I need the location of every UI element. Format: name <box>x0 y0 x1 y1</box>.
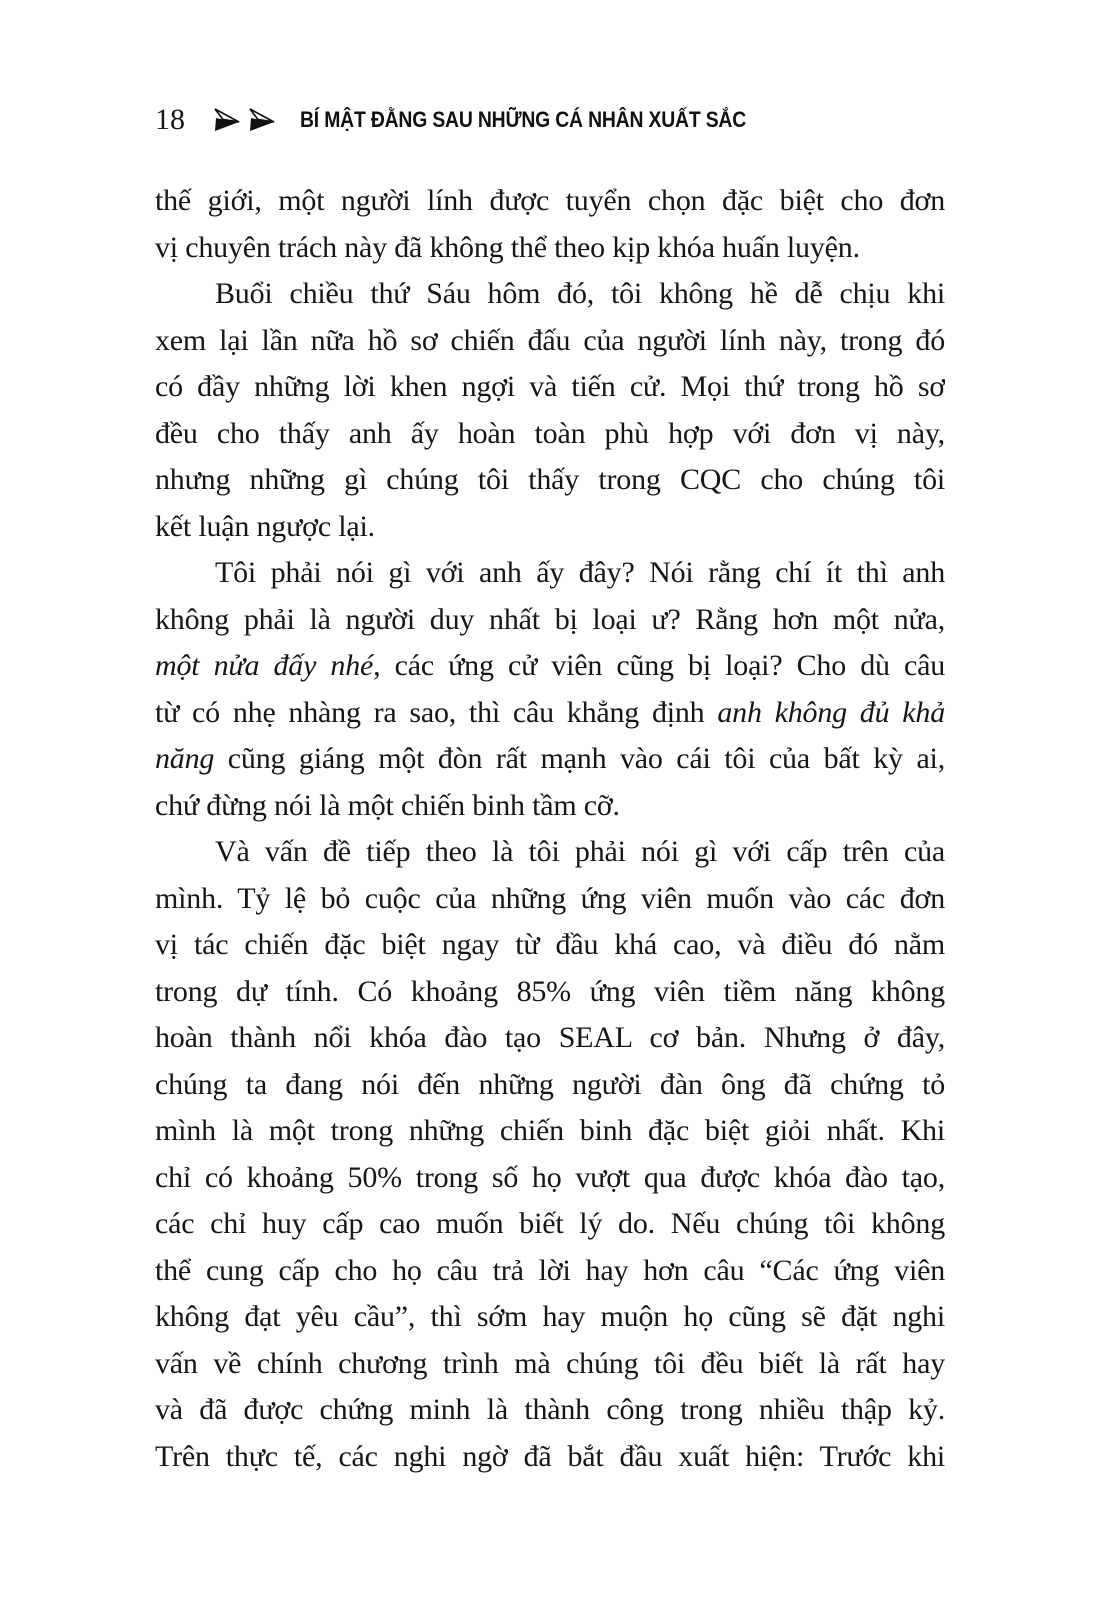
text-run: không phải là người duy nhất bị loại ư? Rằng hơn một nửa, <box>155 602 945 636</box>
text-line <box>155 318 945 365</box>
text-line <box>155 1434 945 1481</box>
text-run: cũng giáng một đòn rất mạnh vào cái tôi của bất kỳ ai, <box>214 742 945 775</box>
text-line <box>155 1062 945 1109</box>
text-line <box>155 504 945 551</box>
text-line <box>155 225 945 272</box>
text-run: mình. Tỷ lệ bỏ cuộc của những ứng viên muốn vào các đơn <box>155 881 945 915</box>
text-run: hoàn thành nổi khóa đào tạo SEAL cơ bản. Nhưng ở đây, <box>155 1021 945 1054</box>
text-run: trong dự tính. Có khoảng 85% ứng viên tiềm năng không <box>155 974 945 1008</box>
text-run: có đầy những lời khen ngợi và tiến cử. Mọi thứ trong hồ sơ <box>155 370 945 403</box>
text-line <box>155 1387 945 1434</box>
text-run: Tôi phải nói gì với anh ấy đây? Nói rằng chí ít thì anh <box>215 556 945 589</box>
text-run: , các ứng cử viên cũng bị loại? Cho dù câu <box>373 649 945 682</box>
text-line <box>155 1248 945 1295</box>
italic-text-run: anh không đủ khả <box>717 695 945 729</box>
text-run: thể cung cấp cho họ câu trả lời hay hơn câu “Các ứng viên <box>155 1253 945 1287</box>
running-title: BÍ MẬT ĐẰNG SAU NHỮNG CÁ NHÂN XUẤT SẮC <box>300 107 747 132</box>
text-line <box>155 1015 945 1062</box>
text-run: chúng ta đang nói đến những người đàn ông đã chứng tỏ <box>155 1067 945 1101</box>
text-run: Trên thực tế, các nghi ngờ đã bắt đầu xuất hiện: Trước khi <box>155 1439 945 1473</box>
text-line <box>155 364 945 411</box>
text-run: không đạt yêu cầu”, thì sớm hay muộn họ cũng sẽ đặt nghi <box>155 1300 945 1333</box>
text-line <box>155 736 945 783</box>
text-line <box>155 643 945 690</box>
text-run: chứ đừng nói là một chiến binh tầm cỡ. <box>155 788 620 822</box>
arrowhead-icon <box>248 107 276 133</box>
text-line <box>155 457 945 504</box>
double-arrowhead-icon <box>213 107 276 133</box>
text-line <box>155 411 945 458</box>
text-run: mình là một trong những chiến binh đặc biệt giỏi nhất. Khi <box>155 1114 945 1147</box>
italic-text-run: một nửa đấy nhé <box>155 649 374 682</box>
arrowhead-icon <box>213 107 241 133</box>
text-run: Và vấn đề tiếp theo là tôi phải nói gì với cấp trên của <box>215 835 945 868</box>
text-run: từ có nhẹ nhàng ra sao, thì câu khẳng định <box>155 695 718 729</box>
text-run: Buổi chiều thứ Sáu hôm đó, tôi không hề dễ chịu khi <box>215 277 945 310</box>
text-line <box>155 178 945 225</box>
text-run: thế giới, một người lính được tuyển chọn đặc biệt cho đơn <box>155 184 945 217</box>
text-run: đều cho thấy anh ấy hoàn toàn phù hợp với đơn vị này, <box>155 416 945 450</box>
text-line <box>155 1201 945 1248</box>
text-run: và đã được chứng minh là thành công trong nhiều thập kỷ. <box>155 1393 945 1426</box>
text-line <box>155 922 945 969</box>
text-run: vấn về chính chương trình mà chúng tôi đều biết là rất hay <box>155 1346 945 1380</box>
text-run: chỉ có khoảng 50% trong số họ vượt qua được khóa đào tạo, <box>155 1160 945 1194</box>
text-line <box>155 829 945 876</box>
text-line <box>155 969 945 1016</box>
text-line <box>155 876 945 923</box>
text-line <box>155 271 945 318</box>
text-line <box>155 597 945 644</box>
text-run: nhưng những gì chúng tôi thấy trong CQC cho chúng tôi <box>155 463 945 496</box>
italic-text-run: năng <box>155 742 215 775</box>
text-line <box>155 1294 945 1341</box>
text-line <box>155 550 945 597</box>
text-line <box>155 783 945 830</box>
text-line <box>155 690 945 737</box>
text-run: các chỉ huy cấp cao muốn biết lý do. Nếu chúng tôi không <box>155 1207 945 1240</box>
text-line <box>155 1341 945 1388</box>
body-text <box>155 178 945 1480</box>
text-run: xem lại lần nữa hồ sơ chiến đấu của người lính này, trong đó <box>155 323 945 357</box>
text-run: vị tác chiến đặc biệt ngay từ đầu khá cao, và điều đó nằm <box>155 928 945 961</box>
text-run: kết luận ngược lại. <box>155 509 375 543</box>
text-run: vị chuyên trách này đã không thể theo kịp khóa huấn luyện. <box>155 230 860 264</box>
text-line <box>155 1155 945 1202</box>
page-header <box>155 101 807 139</box>
page-number: 18 <box>155 103 185 136</box>
text-line <box>155 1108 945 1155</box>
